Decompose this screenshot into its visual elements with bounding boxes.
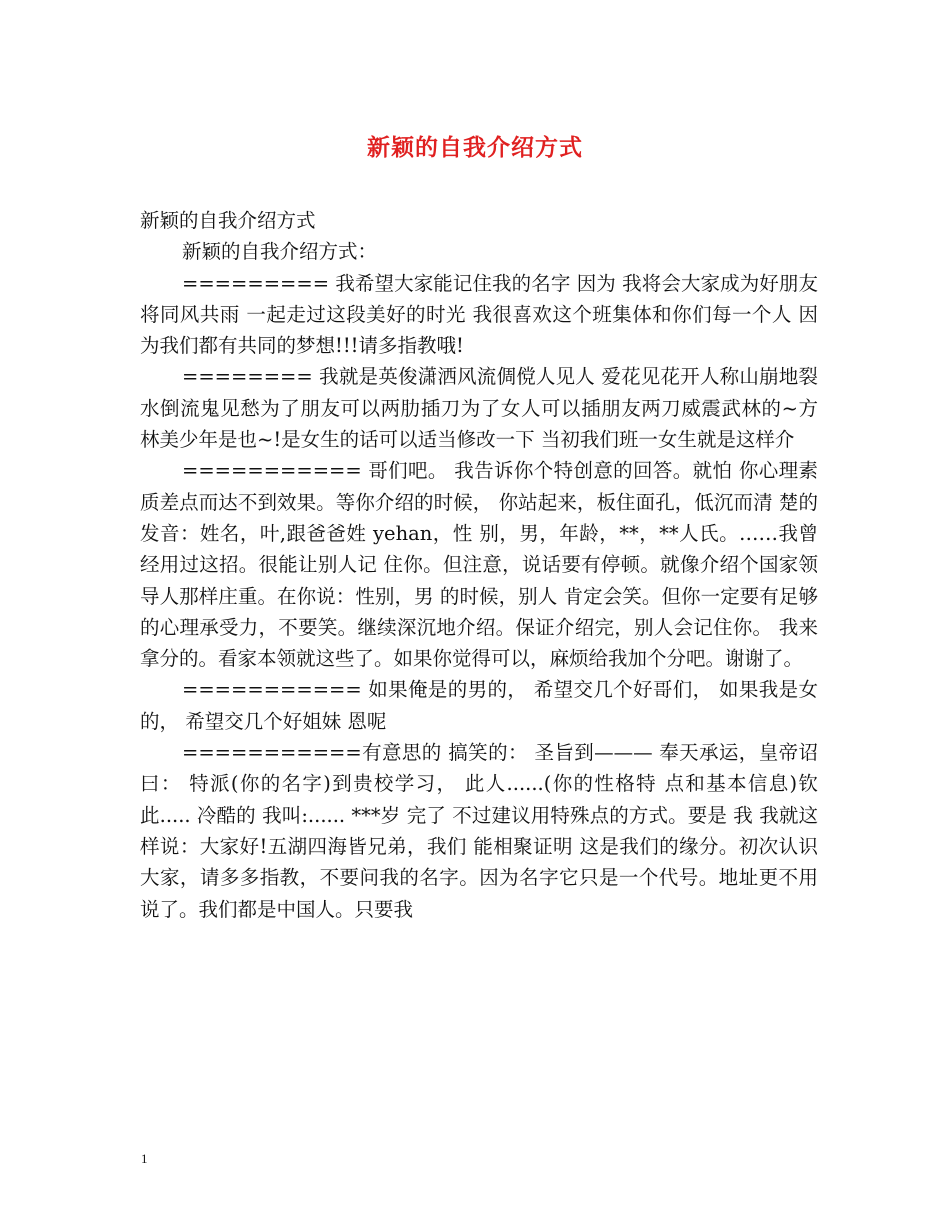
document-title: 新颖的自我介绍方式: [367, 134, 583, 161]
body-paragraph: ========= 我希望大家能记住我的名字 因为 我将会大家成为好朋友 将同风共雨 一起走过这段美好的时光 我很喜欢这个班集体和你们每一个人 因为我们都有共同的梦想!!!请多指教哦!: [140, 271, 818, 358]
body-paragraph: ===========有意思的 搞笑的： 圣旨到——— 奉天承运，皇帝诏曰： 特派(你的名字)到贵校学习， 此人......(你的性格特 点和基本信息)钦此..... 冷酷的 我叫:...... ***岁 完了 不过建议用特殊点的方式。要是 我 我就这样说：大家好!五湖四海皆兄弟，我们 能相聚证明 这是我们的缘分。初次认识大家，请多多指教，不要问我的名字。因为名字它只是一个代号。地址更不用说了。我们都是中国人。只要我: [140, 741, 818, 921]
body-paragraph: ======== 我就是英俊潇洒风流倜傥人见人 爱花见花开人称山崩地裂水倒流鬼见愁为了朋友可以两肋插刀为了女人可以插朋友两刀威震武林的~方林美少年是也~!是女生的话可以适当修改一下 当初我们班一女生就是这样介: [140, 365, 818, 452]
page-number: 1: [141, 1151, 148, 1166]
body-paragraph: 新颖的自我介绍方式：: [182, 240, 378, 264]
body-paragraph: =========== 哥们吧。 我告诉你个特创意的回答。就怕 你心理素质差点而达不到效果。等你介绍的时候， 你站起来，板住面孔，低沉而清 楚的发音：姓名，叶,跟爸爸姓 yehan，性 别，男，年龄，**，**人氏。……我曾经用过这招。很能让别人记 住你。但注意，说话要有停顿。就像介绍个国家领导人那样庄重。在你说：性别，男 的时候，别人 肯定会笑。但你一定要有足够的心理承受力，不要笑。继续深沉地介绍。保证介绍完，别人会记住你。 我来拿分的。看家本领就这些了。如果你觉得可以，麻烦给我加个分吧。谢谢了。: [140, 459, 818, 671]
document-body: [140, 205, 818, 925]
body-paragraph: =========== 如果俺是的男的， 希望交几个好哥们， 如果我是女的， 希望交几个好姐妹 恩呢: [140, 678, 818, 733]
body-heading: 新颖的自我介绍方式: [140, 209, 316, 232]
